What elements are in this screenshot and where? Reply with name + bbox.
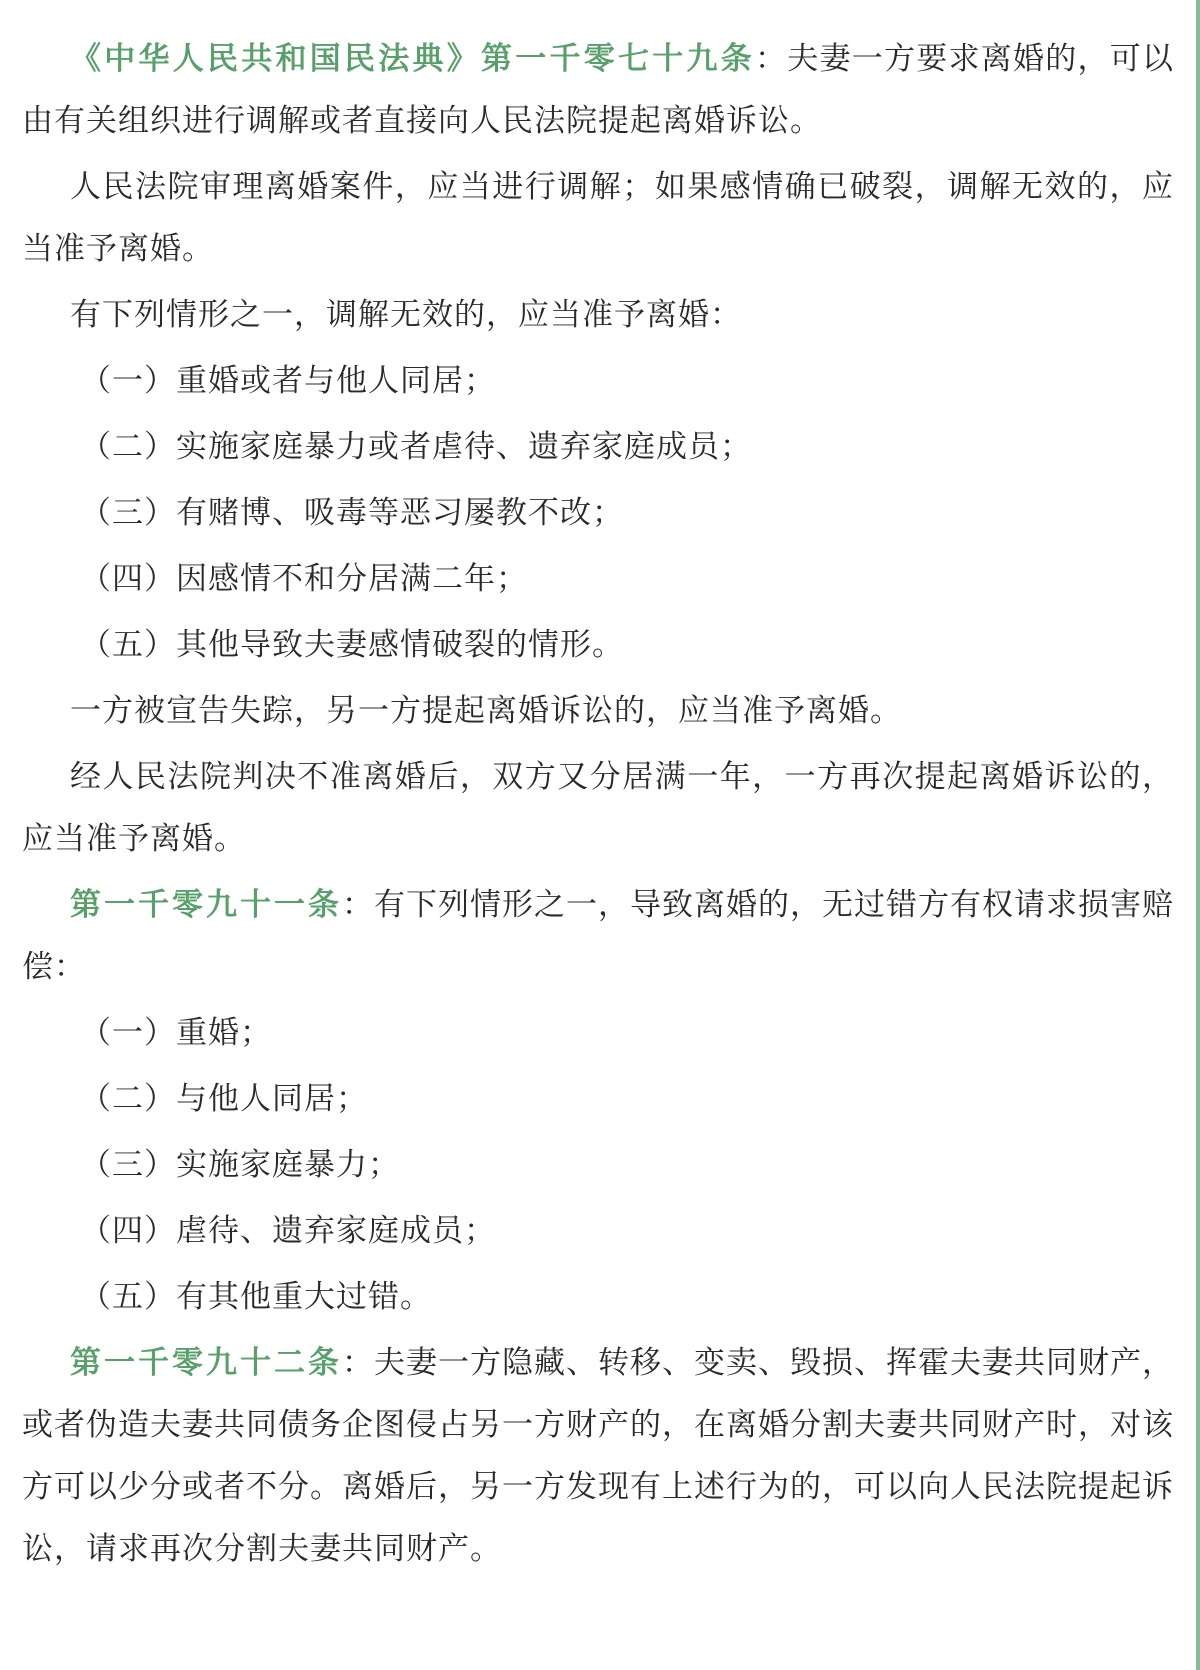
article-1079-heading: 《中华人民共和国民法典》第一千零七十九条 (70, 41, 755, 77)
article-1092-separator: ： (342, 1345, 374, 1381)
article-1079-paragraph-3: 有下列情形之一，调解无效的，应当准予离婚： (70, 297, 742, 333)
article-1079-item-2: （二）实施家庭暴力或者虐待、遗弃家庭成员； (80, 429, 752, 465)
article-1091-intro (22, 874, 1174, 998)
article-1079-item-5: （五）其他导致夫妻感情破裂的情形。 (80, 627, 624, 663)
article-1091-item-2: （二）与他人同居； (80, 1081, 368, 1117)
article-1079-lead: 夫妻一方要求离婚的，可以由有关组织进行调解或者直接向人民法院提起离婚诉讼。 (22, 41, 1174, 139)
article-1091-item-4: （四）虐待、遗弃家庭成员； (80, 1213, 496, 1249)
law-document (22, 28, 1174, 1584)
article-1091-heading: 第一千零九十一条 (70, 887, 342, 923)
article-1091-separator: ： (342, 887, 374, 923)
article-1079-intro (22, 28, 1174, 152)
article-1091-item-5: （五）有其他重大过错。 (80, 1279, 432, 1315)
article-1091-item-3: （三）实施家庭暴力； (80, 1147, 400, 1183)
article-1079-separator: ： (755, 41, 788, 77)
article-1091-item-1: （一）重婚； (80, 1015, 272, 1051)
article-1079-item-1: （一）重婚或者与他人同居； (80, 363, 496, 399)
article-1079-paragraph-2: 人民法院审理离婚案件，应当进行调解；如果感情确已破裂，调解无效的，应当准予离婚。 (22, 169, 1174, 267)
article-1092-heading: 第一千零九十二条 (70, 1345, 342, 1381)
article-1092-lead: 夫妻一方隐藏、转移、变卖、毁损、挥霍夫妻共同财产，或者伪造夫妻共同债务企图侵占另一方财产的，在离婚分割夫妻共同财产时，对该方可以少分或者不分。离婚后，另一方发现有上述行为的，可以向人民法院提起诉讼，请求再次分割夫妻共同财产。 (22, 1345, 1174, 1567)
article-1079-paragraph-4: 一方被宣告失踪，另一方提起离婚诉讼的，应当准予离婚。 (70, 693, 902, 729)
article-1079-paragraph-5: 经人民法院判决不准离婚后，双方又分居满一年，一方再次提起离婚诉讼的，应当准予离婚。 (22, 759, 1174, 857)
article-1079-item-4: （四）因感情不和分居满二年； (80, 561, 528, 597)
article-1092-intro (22, 1332, 1174, 1580)
article-1091-lead: 有下列情形之一，导致离婚的，无过错方有权请求损害赔偿： (22, 887, 1174, 985)
article-1079-item-3: （三）有赌博、吸毒等恶习屡教不改； (80, 495, 624, 531)
